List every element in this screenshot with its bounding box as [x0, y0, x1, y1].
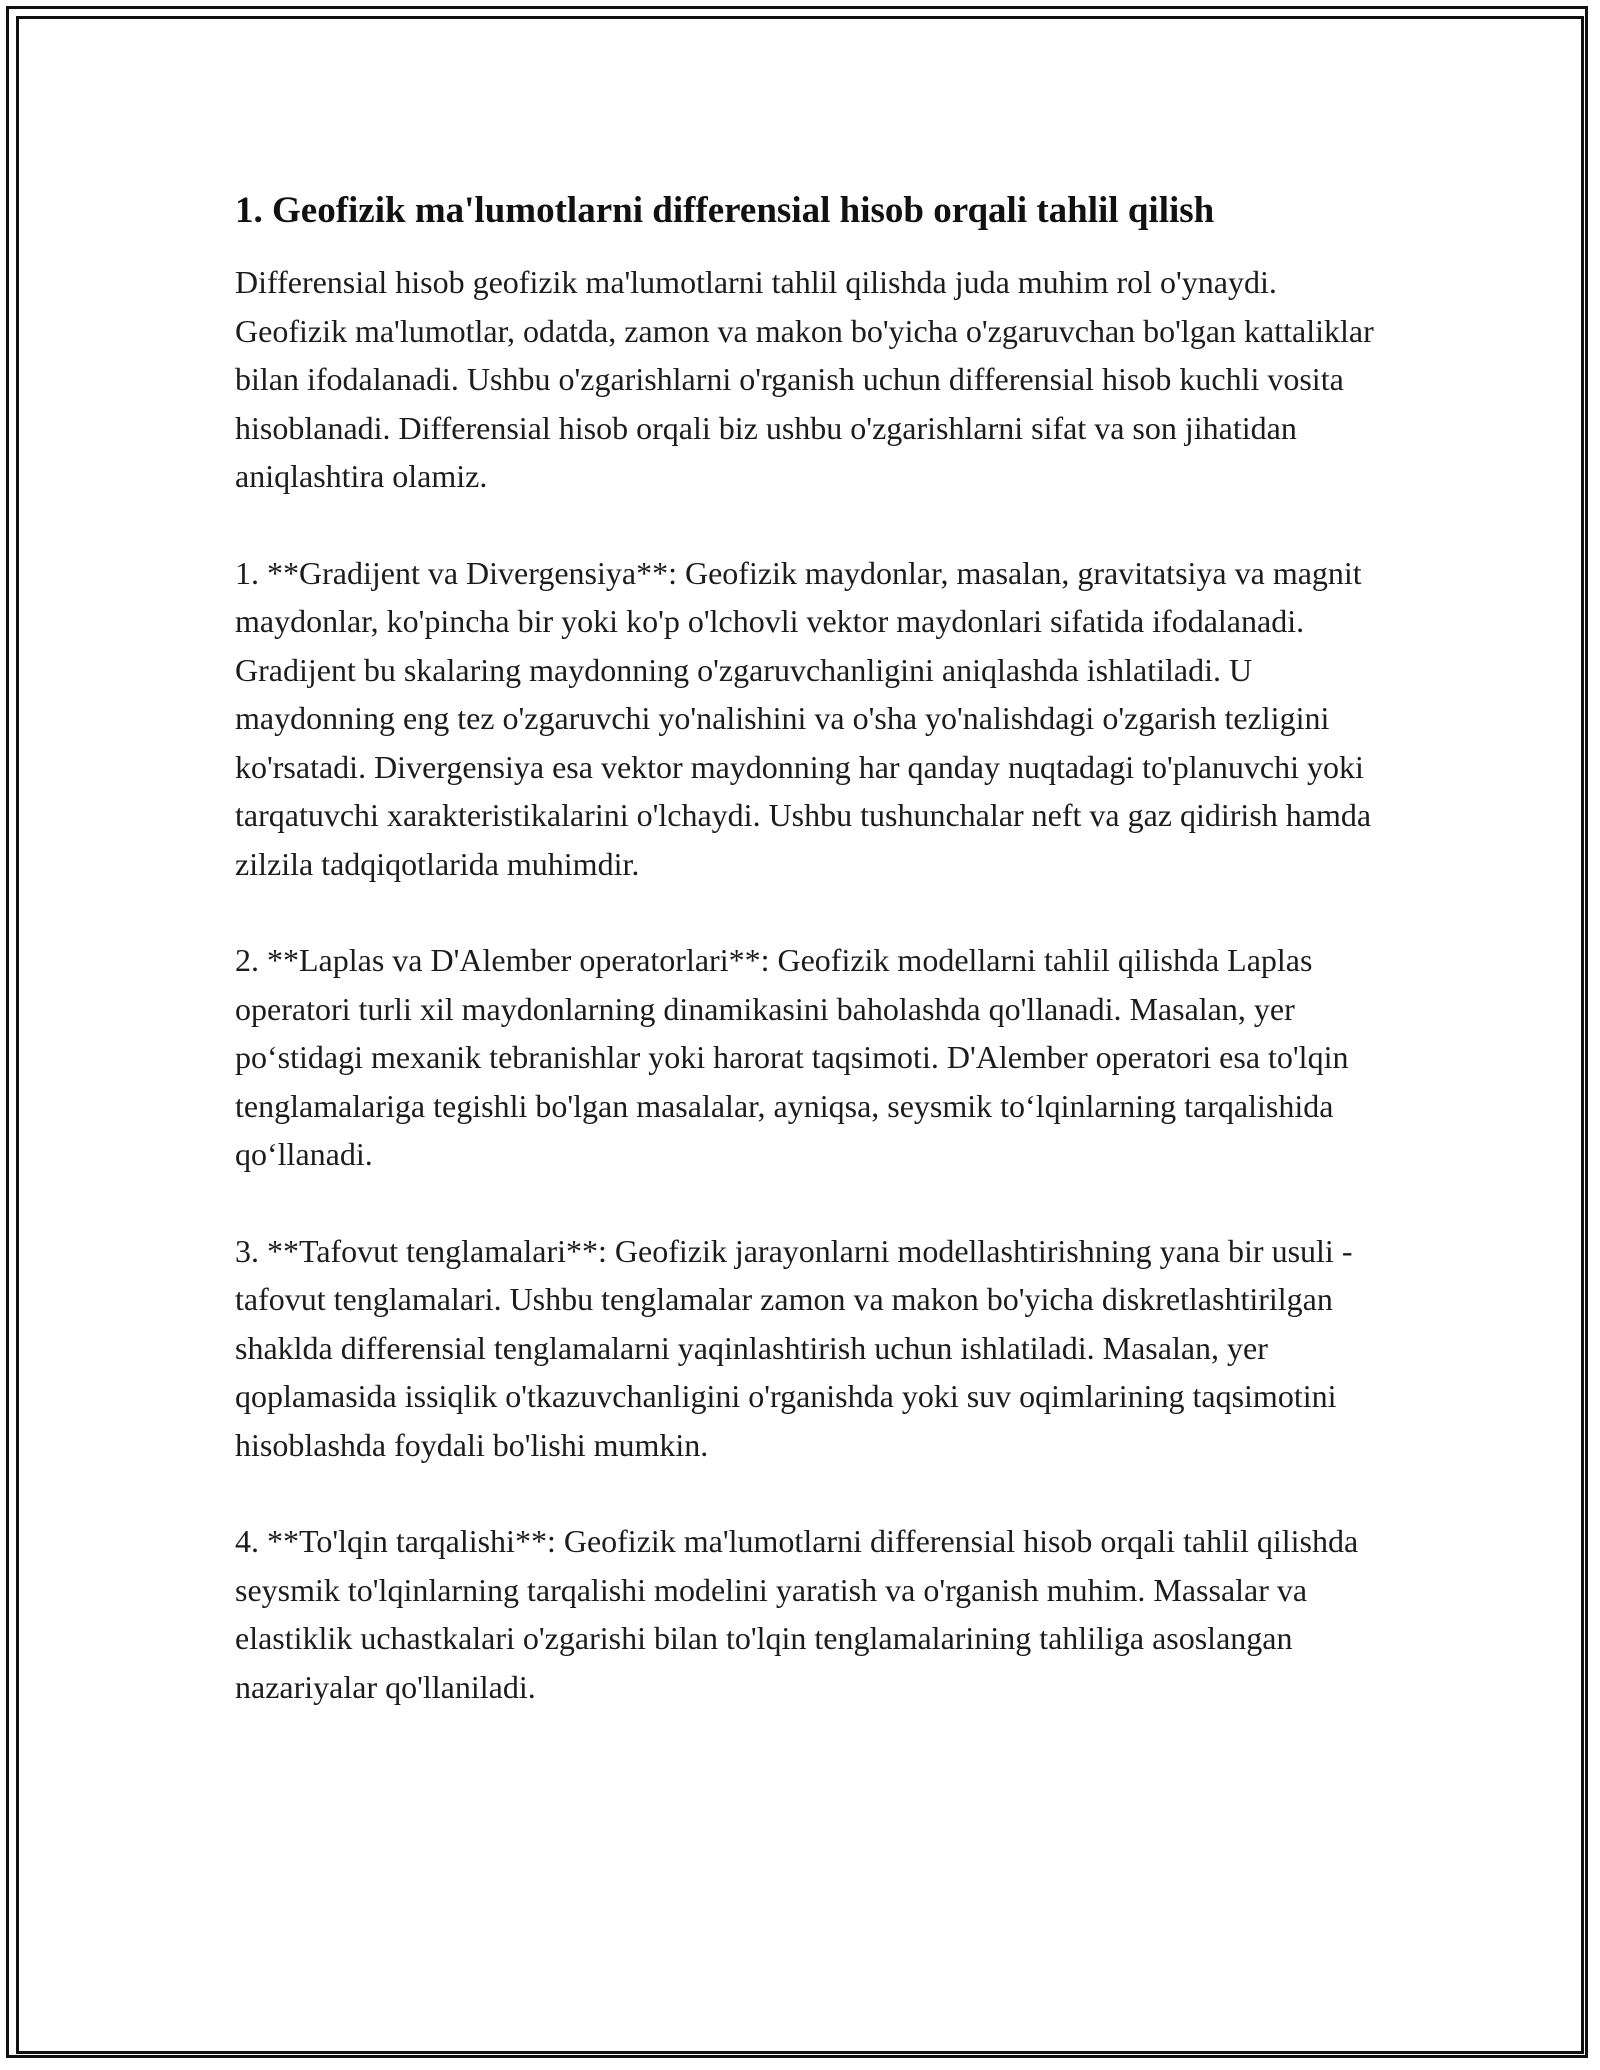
paragraph-difference-equations: 3. **Tafovut tenglamalari**: Geofizik jarayonlarni modellashtirishning yana bir usuli - tafovut tenglamalari. Ushbu tenglamalar zamon va makon bo'yicha diskretlashtirilgan shaklda differensial tenglamalarni yaqinlashtirish uchun ishlatiladi. Masalan, yer qoplamasida issiqlik o'tkazuvchanligini o'rganishda yoki suv oqimlarining taqsimotini hisoblashda foydali bo'lishi mumkin.	[235, 1232, 1353, 1463]
paragraph-wave-propagation: 4. **To'lqin tarqalishi**: Geofizik ma'lumotlarni differensial hisob orqali tahlil qilishda seysmik to'lqinlarning tarqalishi modelini yaratish va o'rganish muhim. Massalar va elastiklik uchastkalari o'zgarishi bilan to'lqin tenglamalarining tahliliga asoslangan nazariyalar qo'llaniladi.	[235, 1523, 1359, 1705]
paragraph-gradient-divergence: 1. **Gradijent va Divergensiya**: Geofizik maydonlar, masalan, gravitatsiya va magnit maydonlar, ko'pincha bir yoki ko'p o'lchovli vektor maydonlari sifatida ifodalanadi. Gradijent bu skalaring maydonning o'zgaruvchanligini aniqlashda ishlatiladi. U maydonning eng tez o'zgaruvchi yo'nalishini va o'sha yo'nalishdagi o'zgarish tezligini ko'rsatadi. Divergensiya esa vektor maydonning har qanday nuqtadagi to'planuvchi yoki tarqatuvchi xarakteristikalarini o'lchaydi. Ushbu tushunchalar neft va gaz qidirish hamda zilzila tadqiqotlarida muhimdir.	[235, 554, 1372, 882]
paragraph-laplace-dalembert: 2. **Laplas va D'Alember operatorlari**: Geofizik modellarni tahlil qilishda Laplas operatori turli xil maydonlarning dinamikasini baholashda qo'llanadi. Masalan, yer po‘stidagi mexanik tebranishlar yoki harorat taqsimoti. D'Alember operatori esa to'lqin tenglamalariga tegishli bo'lgan masalalar, ayniqsa, seysmik to‘lqinlarning tarqalishida qo‘llanadi.	[235, 942, 1349, 1172]
paragraph-intro: Differensial hisob geofizik ma'lumotlarni tahlil qilishda juda muhim rol o'ynaydi. Geofizik ma'lumotlar, odatda, zamon va makon bo'yicha o'zgaruvchan bo'lgan kattaliklar bilan ifodalanadi. Ushbu o'zgarishlarni o'rganish uchun differensial hisob kuchli vosita hisoblanadi. Differensial hisob orqali biz ushbu o'zgarishlarni sifat va son jihatidan aniqlashtira olamiz.	[235, 264, 1374, 494]
document-body	[235, 186, 1380, 1759]
document-title: 1. Geofizik ma'lumotlarni differensial hisob orqali tahlil qilish	[235, 190, 1215, 231]
